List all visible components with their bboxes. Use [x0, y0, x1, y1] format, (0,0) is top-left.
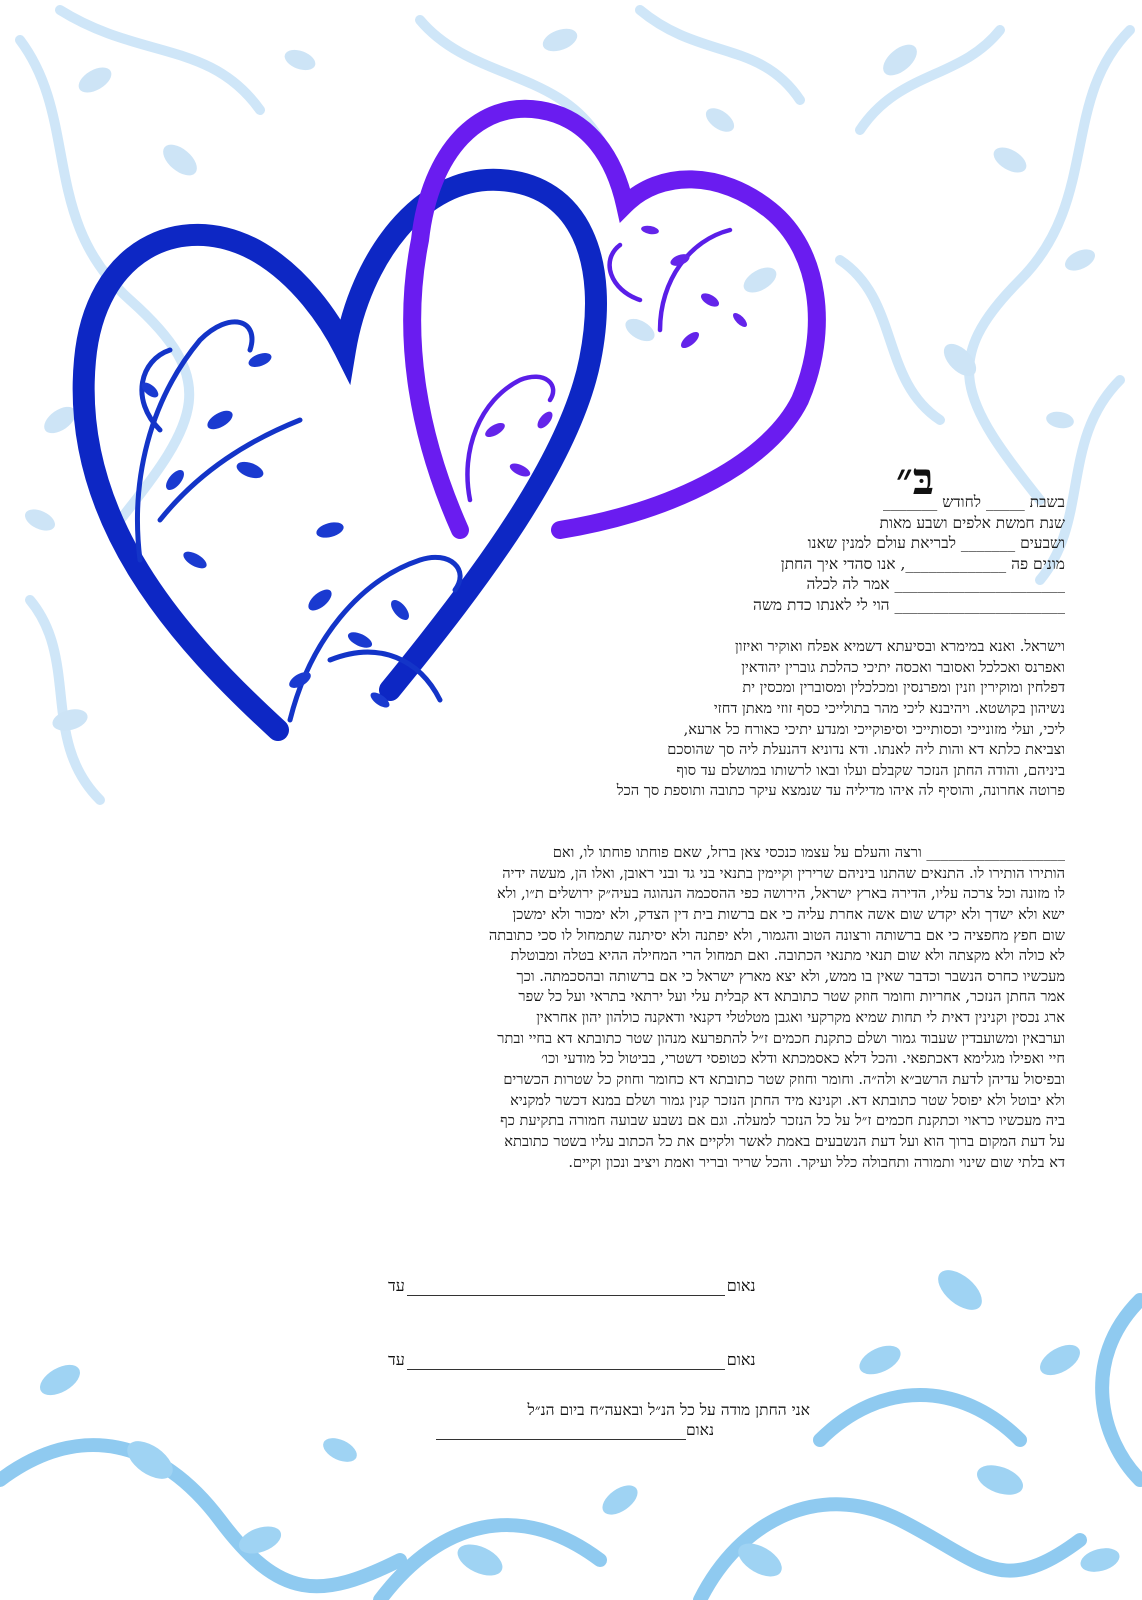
body-line: וישראל. ואנא במימרא ובסיעתא דשמיא אפלח ואוקיר ואיזון — [735, 638, 1065, 655]
groom-signature-line[interactable] — [436, 1425, 686, 1440]
witness-2-signature-line[interactable] — [407, 1355, 725, 1370]
ketubah-body-lower — [102, 843, 1065, 1173]
body-line: נשיהון בקושטא. ויהיבנא ליכי מהר בתולייכי כסף זוזי מאתן דחזי — [713, 699, 1065, 717]
body-line: ביה מעכשיו כראוי וכתקנת חכמים ז״ל על כל הנזכר למעלה. וגם אם נשבע שבועה חמורה בתקיעת כף — [500, 1112, 1065, 1130]
witness-2-role-label: עד — [388, 1350, 405, 1369]
ketubah-body-upper — [402, 637, 1065, 802]
body-line: וערבאין ומשועבדין שעבוד גמור ושלם כתקנת חכמים ז״ל להתפרעא מנהון שטר כתובתא דא בחיי ובתר — [497, 1029, 1065, 1047]
ketubah-opening — [560, 492, 1065, 616]
witness-1-signature-line[interactable] — [407, 1281, 725, 1296]
body-line: ליכי, ועלי מזונייכי וכסותייכי וסיפוקייכי ומנדע יתיכי כאורח כל ארעא, — [683, 720, 1065, 738]
opening-line: שנת חמשת אלפים ושבע מאות — [879, 513, 1065, 532]
groom-signature — [432, 1421, 714, 1440]
witness-1-name-label: נאום — [726, 1276, 756, 1295]
witness-2-name-label: נאום — [726, 1350, 756, 1369]
groom-name-label: נאום — [686, 1421, 714, 1439]
body-line: ישא ולא ישדך ולא יקדש שום אשה אחרת עליה כי אם ברשות בית דין הצדק, ולא ימכור ולא ימשכן — [512, 905, 1065, 923]
witness-2-signature — [388, 1350, 756, 1370]
body-line: לא כולה ולא מקצתה ולא שום תנאי מתנאי הכתובה. ואם תמחול הרי המחילה ההיא בטלה ומבוטלת — [510, 947, 1065, 965]
body-line: הותירו הותירו לו. התנאים שהתנו ביניהם שרירין וקיימין בתנאי בני גד ובני ראובן, ואלו הן, מעשה ידיה — [502, 864, 1065, 882]
swirls-bottom — [0, 1300, 1140, 1600]
body-line: ארג נכסין וקנינין דאית לי תחות שמיא מקרקעי ואגבן מטלטלי דקנאי ודאקנה כולהון יהון אחראין — [536, 1009, 1065, 1027]
body-line: ובפיסול עדיהן לדעת הרשב״א ולה״ה. וחומר וחוזק שטר כתובתא דא כחומר וחוזק כל שטרות הכשרים — [503, 1071, 1065, 1089]
body-line: חיי ואפילו מגלימא דאכתפאי. והכל דלא כאסמכתא ודלא כטופסי דשטרי, בביטול כל מודעי וכו׳ — [541, 1050, 1065, 1068]
body-line: לו מזונה וכל צרכה עליו, הדירה בארץ ישראל, הירושה כפי ההסכמה הנהוגה בעיה״ק ירושלים ת״ו, ולא — [496, 885, 1065, 903]
witness-1-signature — [388, 1276, 756, 1296]
body-line: ___________________ ורצה והעלם על עצמו כנכסי צאן ברזל, שאם פוחתו פוחתו לו, ואם — [552, 844, 1065, 861]
body-line: אמר החתן הנזכר, אחריות וחומר חוזק שטר כתובתא דא קבלית עלי ועל ירתאי בתראי ועל כל שפר — [518, 988, 1065, 1006]
body-line: ולא יבוטל ולא יפוסל שטר כתובתא דא. וקנינא מיד החתן הנזכר קנין גמור ושלם במנא דכשר למקניא — [510, 1091, 1065, 1109]
opening-line: ______________________ הוי לי לאנתו כדת משה — [753, 595, 1065, 614]
witness-1-role-label: עד — [388, 1276, 405, 1295]
blue-heart-leaves — [139, 350, 412, 710]
body-line: שום חפץ מחפציה כי אם ברשותה ורצונה הטוב והגמור, ולא יפתנה ולא יסיתנה שתמחול לו סכי כתובתה — [488, 926, 1065, 944]
body-line: וצביאת כלתא דא והות ליה לאנתו. ודא נדוניא דהנעלת ליה סך שהוסכם — [667, 741, 1065, 759]
body-line: דא בלתי שום שינוי ותמורה ותחבולה כלל ועיקר. והכל שריר ובריר ואמת ויציב ונכון וקיים. — [568, 1153, 1065, 1171]
body-line: על דעת המקום ברוך הוא ועל דעת הנשבעים באמת לאשר ולקיים את כל הכתוב עליו בשטר כתובתא — [504, 1132, 1065, 1150]
opening-line: בשבת _____ לחודש _______ — [883, 493, 1065, 511]
groom-statement: אני החתן מודה על כל הנ״ל ובאעה״ח ביום הנ״ל — [527, 1401, 810, 1419]
body-line: דפלחין ומוקירין וזנין ומפרנסין ומכלכלין ומסוברין ומכסין ית — [742, 679, 1065, 697]
body-line: ביניהם, והודה החתן הנזכר שקבלם ועלו ובאו לרשותו במושלם עד סוף — [676, 761, 1065, 779]
body-line: מעכשיו כחרס הנשבר וכדבר שאין בו ממש, ולא יצא מארץ ישראל כי אם ברשותה ובהסכמתה. וכך — [516, 967, 1065, 985]
body-line: פרוטה אחרונה, והוסיף לה איהו מדיליה עד שנמצא עיקר כתובה ותוספת סך הכל — [616, 782, 1065, 800]
ketubah-header-mark: בּ״ — [896, 454, 934, 505]
opening-line: ______________________ אמר לה לכלה — [806, 575, 1065, 594]
violet-heart-leaves — [483, 224, 749, 479]
body-line: ואפרנס ואכלכל ואסובר ואכסה יתיכי כהלכת גוברין יהודאין — [741, 658, 1065, 676]
opening-line: ושבעים _______ לבריאת עולם למנין שאנו — [807, 534, 1065, 553]
opening-line: מונים פה _____________, אנו סהדי איך החתן — [780, 554, 1065, 573]
